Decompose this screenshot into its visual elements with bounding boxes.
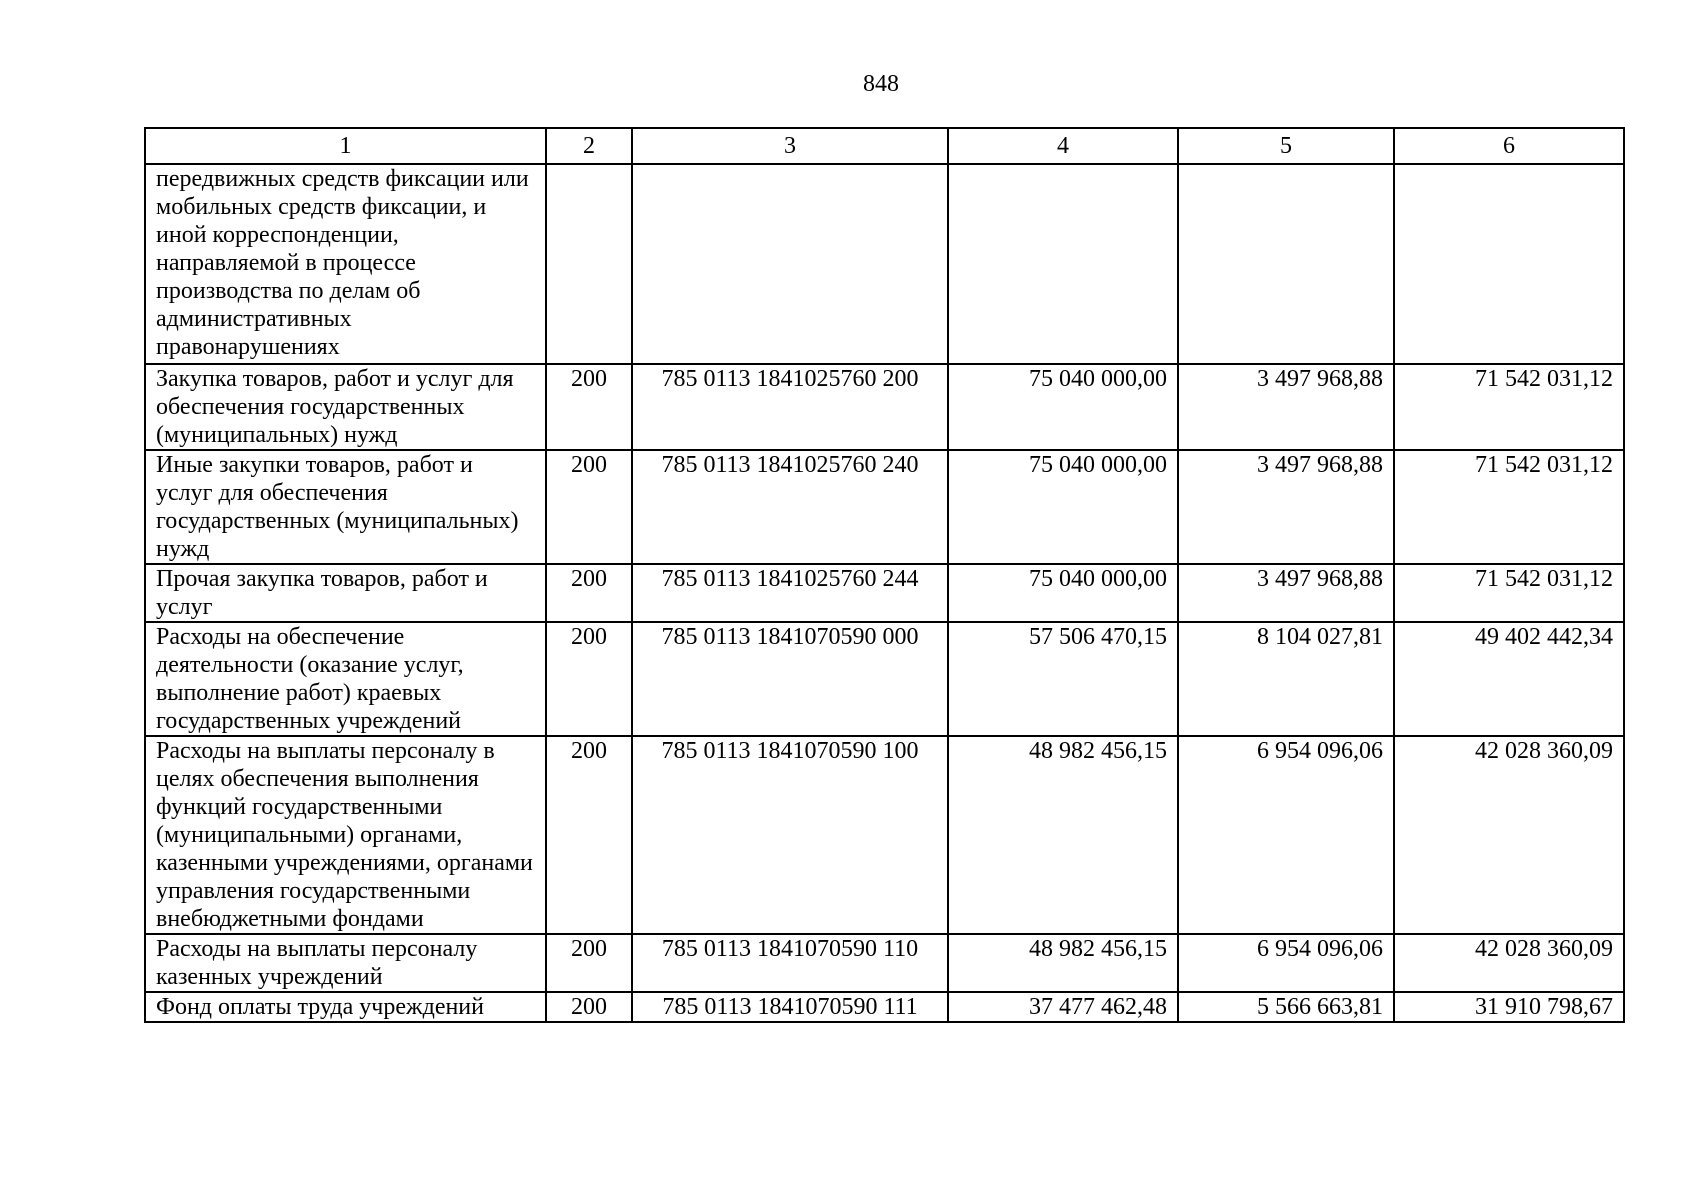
line-code-cell: 200 xyxy=(546,992,632,1022)
unexecuted-amount-cell: 71 542 031,12 xyxy=(1394,364,1624,450)
executed-amount-cell: 5 566 663,81 xyxy=(1178,992,1394,1022)
column-header-4: 4 xyxy=(948,128,1178,164)
line-code-cell: 200 xyxy=(546,450,632,564)
unexecuted-amount-cell: 49 402 442,34 xyxy=(1394,622,1624,736)
executed-amount-cell: 6 954 096,06 xyxy=(1178,934,1394,992)
unexecuted-amount-cell: 71 542 031,12 xyxy=(1394,564,1624,622)
approved-amount-cell: 48 982 456,15 xyxy=(948,736,1178,934)
budget-code-cell: 785 0113 1841070590 000 xyxy=(632,622,948,736)
table-row xyxy=(145,364,1624,450)
table-row xyxy=(145,450,1624,564)
column-header-6: 6 xyxy=(1394,128,1624,164)
table-row xyxy=(145,564,1624,622)
table-row xyxy=(145,622,1624,736)
column-header-3: 3 xyxy=(632,128,948,164)
executed-amount-cell: 3 497 968,88 xyxy=(1178,364,1394,450)
budget-code-cell: 785 0113 1841025760 200 xyxy=(632,364,948,450)
unexecuted-amount-cell: 31 910 798,67 xyxy=(1394,992,1624,1022)
budget-code-cell: 785 0113 1841070590 111 xyxy=(632,992,948,1022)
row-name-cell: Иные закупки товаров, работ и услуг для обеспечения государственных (муниципальных) нужд xyxy=(145,450,546,564)
executed-amount-cell: 3 497 968,88 xyxy=(1178,450,1394,564)
approved-amount-cell: 75 040 000,00 xyxy=(948,364,1178,450)
column-header-2: 2 xyxy=(546,128,632,164)
approved-amount-cell: 37 477 462,48 xyxy=(948,992,1178,1022)
budget-code-cell: 785 0113 1841025760 244 xyxy=(632,564,948,622)
line-code-cell: 200 xyxy=(546,564,632,622)
table-header-row xyxy=(145,128,1624,164)
row-name-cell: Расходы на обеспечение деятельности (оказание услуг, выполнение работ) краевых государственных учреждений xyxy=(145,622,546,736)
page-number: 848 xyxy=(863,71,899,97)
budget-code-cell: 785 0113 1841025760 240 xyxy=(632,450,948,564)
unexecuted-amount-cell xyxy=(1394,164,1624,364)
table-row xyxy=(145,164,1624,364)
row-name-cell: Расходы на выплаты персоналу в целях обеспечения выполнения функций государственными (муниципальными) органами, казенными учреждениями, органами управления государственными внебюджетными фондами xyxy=(145,736,546,934)
unexecuted-amount-cell: 71 542 031,12 xyxy=(1394,450,1624,564)
row-name-cell: Закупка товаров, работ и услуг для обеспечения государственных (муниципальных) нужд xyxy=(145,364,546,450)
unexecuted-amount-cell: 42 028 360,09 xyxy=(1394,736,1624,934)
row-name-cell: Фонд оплаты труда учреждений xyxy=(145,992,546,1022)
column-header-5: 5 xyxy=(1178,128,1394,164)
line-code-cell: 200 xyxy=(546,934,632,992)
budget-code-cell: 785 0113 1841070590 110 xyxy=(632,934,948,992)
approved-amount-cell: 48 982 456,15 xyxy=(948,934,1178,992)
table-row xyxy=(145,934,1624,992)
budget-code-cell xyxy=(632,164,948,364)
row-name-cell: Прочая закупка товаров, работ и услуг xyxy=(145,564,546,622)
line-code-cell: 200 xyxy=(546,622,632,736)
table-row xyxy=(145,736,1624,934)
table-row xyxy=(145,992,1624,1022)
row-name-cell: передвижных средств фиксации или мобильных средств фиксации, и иной корреспонденции, направляемой в процессе производства по делам об административных правонарушениях xyxy=(145,164,546,364)
budget-execution-table xyxy=(144,127,1625,1023)
line-code-cell xyxy=(546,164,632,364)
executed-amount-cell xyxy=(1178,164,1394,364)
approved-amount-cell: 75 040 000,00 xyxy=(948,450,1178,564)
executed-amount-cell: 6 954 096,06 xyxy=(1178,736,1394,934)
approved-amount-cell xyxy=(948,164,1178,364)
line-code-cell: 200 xyxy=(546,736,632,934)
budget-code-cell: 785 0113 1841070590 100 xyxy=(632,736,948,934)
unexecuted-amount-cell: 42 028 360,09 xyxy=(1394,934,1624,992)
executed-amount-cell: 8 104 027,81 xyxy=(1178,622,1394,736)
line-code-cell: 200 xyxy=(546,364,632,450)
executed-amount-cell: 3 497 968,88 xyxy=(1178,564,1394,622)
approved-amount-cell: 57 506 470,15 xyxy=(948,622,1178,736)
column-header-1: 1 xyxy=(145,128,546,164)
row-name-cell: Расходы на выплаты персоналу казенных учреждений xyxy=(145,934,546,992)
approved-amount-cell: 75 040 000,00 xyxy=(948,564,1178,622)
